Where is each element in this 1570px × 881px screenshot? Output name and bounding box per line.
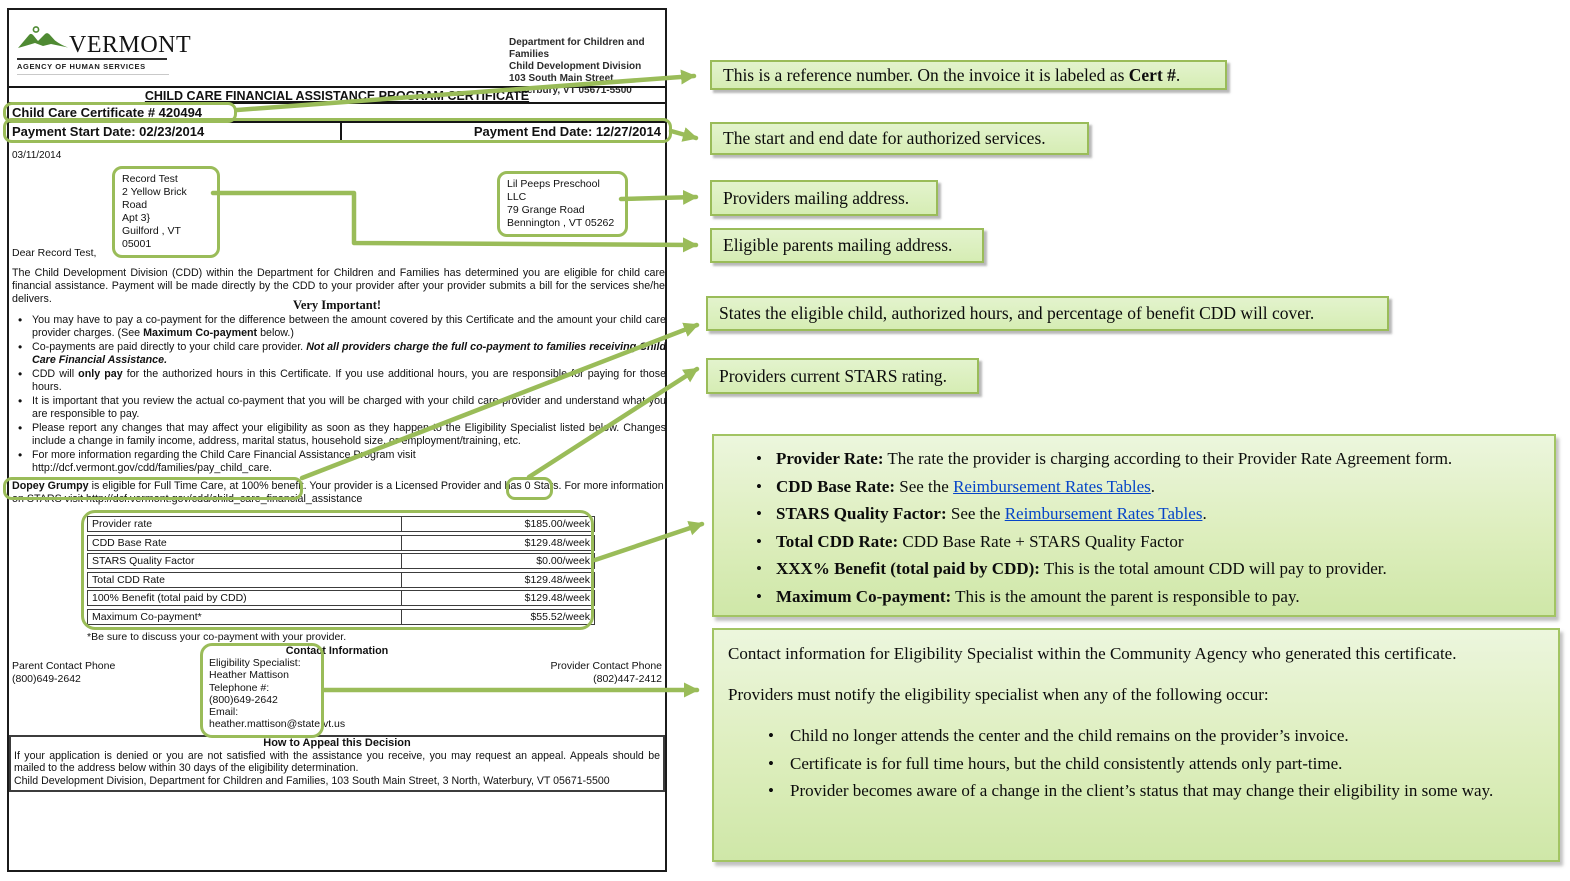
document-title: CHILD CARE FINANCIAL ASSISTANCE PROGRAM CERTIFICATE [9, 86, 665, 104]
letter-date: 03/11/2014 [12, 150, 62, 161]
callout-reference-number: This is a reference number. On the invoice it is labeled as Cert #. [710, 60, 1227, 90]
parent-address-box [112, 166, 220, 258]
callout-dates: The start and end date for authorized services. [710, 122, 1089, 155]
rates-table [87, 516, 595, 627]
bullet-only-pay: • CDD will only pay for the authorized hours in this Certificate. If you use additional hours, you are responsible for paying for those hours. [12, 368, 666, 394]
logo-agency-text: AGENCY OF HUMAN SERVICES [17, 62, 146, 71]
agency-address-line: Waterbury, VT 05671-5500 [509, 85, 632, 96]
important-bullet-list [12, 314, 666, 476]
line-dates-to-callout [671, 131, 696, 138]
vermont-logo [17, 25, 192, 75]
rates-bullet: • Maximum Co-payment: This is the amount the parent is responsible to pay. [750, 583, 1540, 611]
rates-bullet: • Provider Rate: The rate the provider is charging according to their Provider Rate Agreement form. [750, 445, 1540, 473]
agency-address-line: Department for Children and Families [509, 37, 645, 60]
notify-bullet: • Provider becomes aware of a change in the client’s status that may change their eligibility in some way. [762, 777, 1540, 805]
rates-bullet: • Total CDD Rate: CDD Base Rate + STARS Quality Factor [750, 528, 1540, 556]
appeal-address: Child Development Division, Department for Children and Families, 103 South Main Street, 3 North, Waterbury, VT 05671-5500 [14, 775, 610, 788]
table-row: CDD Base Rate $129.48/week [87, 535, 595, 551]
provider-address-line: Lil Peeps Preschool LLC [507, 178, 600, 203]
appeal-heading: How to Appeal this Decision [263, 737, 411, 749]
rates-bullet: • XXX% Benefit (total paid by CDD): This is the total amount CDD will pay to provider. [750, 555, 1540, 583]
parent-address-line: Guilford , VT 05001 [122, 225, 181, 250]
contact-information-heading: Contact Information [285, 645, 389, 657]
reimbursement-rates-link[interactable]: Reimbursement Rates Tables [953, 476, 1151, 496]
parent-contact-phone: Parent Contact Phone (800)649-2642 [12, 660, 116, 685]
rates-bullet: • CDD Base Rate: See the Reimbursement Rates Tables. [750, 473, 1540, 501]
callout-provider-address: Providers mailing address. [710, 180, 938, 216]
logo-state-name: VERMONT [69, 32, 192, 58]
salutation: Dear Record Test, [12, 247, 97, 259]
table-row: Maximum Co-payment* $55.52/week [87, 609, 595, 625]
appeal-body: If your application is denied or you are not satisfied with the assistance you receive, you may request an appeal. Appeals should be mailed to the address below within 30 days of the eligibility determination. [14, 749, 660, 775]
notify-bullet: • Child no longer attends the center and the child remains on the provider’s invoice. [762, 722, 1540, 750]
table-row: Provider rate $185.00/week [87, 516, 595, 532]
bullet-copayment: • You may have to pay a co-payment for the difference between the amount covered by this Certificate and the amount your child care provider charges. (See Maximum Co-payment below.) [12, 314, 666, 340]
provider-contact-phone: Provider Contact Phone (802)447-2412 [550, 660, 662, 685]
parent-address-line: Apt 3} [122, 212, 151, 224]
callout-stars-rating: Providers current STARS rating. [706, 358, 979, 394]
provider-address-box [497, 171, 628, 237]
notify-bullet: • Certificate is for full time hours, but the child consistently attends only part-time. [762, 750, 1540, 778]
mountains-icon [17, 25, 69, 57]
contact-box-paragraph: Contact information for Eligibility Specialist within the Community Agency who generated this certificate. [728, 644, 1457, 663]
rates-bullet: • STARS Quality Factor: See the Reimbursement Rates Tables. [750, 500, 1540, 528]
certificate-number: Child Care Certificate # 420494 [12, 105, 203, 120]
table-row: STARS Quality Factor $0.00/week [87, 553, 595, 569]
bullet-report-changes: • Please report any changes that may affect your eligibility as soon as they happen to the Eligibility Specialist listed below. Changes include a change in family income, address, marital status, household size, or employment/training, etc. [12, 422, 666, 448]
table-row: 100% Benefit (total paid by CDD) $129.48/week [87, 590, 595, 606]
appeal-box [9, 735, 665, 792]
parent-address-line: Record Test [122, 173, 178, 185]
bullet-paid-directly: • Co-payments are paid directly to your child care provider. Not all providers charge the full co-payment to families receiving Child Care Financial Assistance. [12, 341, 666, 367]
table-footnote: *Be sure to discuss your co-payment with your provider. [87, 631, 347, 643]
eligibility-specialist-block: Eligibility Specialist: Heather Mattison Telephone #: (800)649-2642 Email: heather.mattison@state.vt.us [209, 657, 346, 731]
bullet-review-copayment: • It is important that you review the actual co-payment that you will be charged with your child care provider and understand what you are responsible to pay. [12, 395, 666, 421]
table-row: Total CDD Rate $129.48/week [87, 572, 595, 588]
agency-address-line: Child Development Division [509, 61, 642, 72]
bullet-more-info: • For more information regarding the Child Care Financial Assistance Program visit http://dcf.vermont.gov/cdd/families/pay_child_care. [12, 449, 666, 475]
very-important-heading: Very Important! [292, 298, 382, 312]
callout-eligibility: States the eligible child, authorized hours, and percentage of benefit CDD will cover. [706, 296, 1389, 331]
payment-end-date: Payment End Date: 12/27/2014 [473, 124, 661, 139]
contact-explanation-box [712, 628, 1560, 862]
provider-address-line: Bennington , VT 05262 [507, 217, 615, 229]
reimbursement-rates-link[interactable]: Reimbursement Rates Tables [1004, 504, 1203, 523]
rates-explanation-box [712, 434, 1556, 617]
contact-box-paragraph: Providers must notify the eligibility specialist when any of the following occur: [728, 685, 1269, 704]
payment-start-date: Payment Start Date: 02/23/2014 [9, 123, 342, 140]
callout-parent-address: Eligible parents mailing address. [710, 228, 984, 263]
provider-address-line: 79 Grange Road [507, 204, 585, 216]
agency-address-line: 103 South Main Street [509, 73, 614, 84]
parent-address-line: 2 Yellow Brick Road [122, 186, 187, 211]
logo-divider [17, 58, 167, 60]
certificate-document [7, 8, 667, 872]
child-name: Dopey Grumpy [12, 480, 89, 492]
intro-paragraph: The Child Development Division (CDD) within the Department for Children and Families has determined you are eligible for child care financial assistance. Payment will be made directly by the CDD to your provider after your provider submits a bill for the services she/he delivers. [12, 267, 665, 305]
eligibility-statement: Dopey Grumpy is eligible for Full Time Care, at 100% benefit. Your provider is a Licensed Provider and has 0 Stars. For more information on STARS visit http://dcf.vermont.gov/cdd/child_care_financial_assistance [12, 480, 664, 505]
payment-dates-row [9, 121, 665, 142]
